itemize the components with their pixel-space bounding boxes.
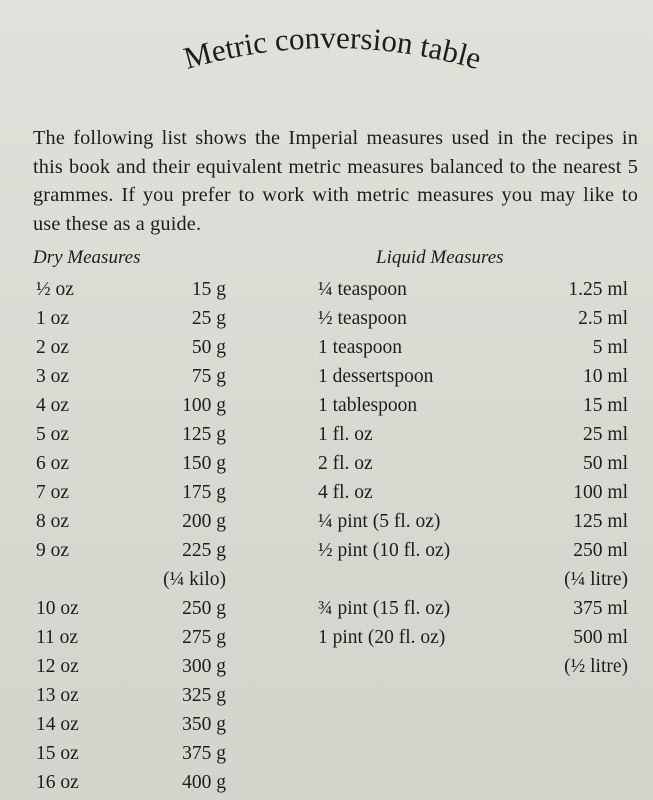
dry-imperial-value: 10 oz — [36, 598, 79, 619]
dry-metric-value: 325 g — [182, 685, 226, 706]
dry-metric-value: 75 g — [191, 366, 226, 387]
liquid-imperial-value: ½ teaspoon — [318, 308, 407, 329]
liquid-imperial-value — [318, 566, 518, 594]
liquid-metric-value: 2.5 ml — [578, 308, 628, 329]
dry-imperial-value: 16 oz — [36, 772, 79, 793]
dry-imperial-value: 5 oz — [36, 424, 70, 445]
dry-imperial-value: 1 oz — [36, 308, 70, 329]
liquid-imperial-value: 4 fl. oz — [318, 482, 373, 503]
dry-metric-value: 100 g — [182, 395, 226, 416]
dry-metric-value: 50 g — [191, 337, 226, 358]
dry-imperial-value: 12 oz — [36, 656, 79, 677]
dry-imperial-value: 11 oz — [36, 627, 79, 648]
liquid-measures-heading: Liquid Measures — [376, 247, 504, 268]
liquid-metric-value: 125 ml — [573, 511, 628, 532]
page-title-text: Metric conversion table — [179, 19, 486, 77]
dry-measures-heading: Dry Measures — [33, 247, 141, 268]
dry-metric-value: 250 g — [182, 598, 226, 619]
page-title — [140, 0, 520, 90]
dry-metric-value: 400 g — [182, 772, 226, 793]
liquid-metric-value: (½ litre) — [564, 656, 628, 677]
dry-metric-value: 225 g — [182, 540, 226, 561]
liquid-metric-value: 15 ml — [583, 395, 628, 416]
dry-metric-value: 375 g — [182, 743, 226, 764]
dry-metric-value: 125 g — [182, 424, 226, 445]
dry-imperial-value: 3 oz — [36, 366, 70, 387]
liquid-metric-value: 10 ml — [583, 366, 628, 387]
liquid-metric-value: 250 ml — [573, 540, 628, 561]
page-title-arc — [140, 0, 520, 90]
dry-metric-value: (¼ kilo) — [163, 569, 226, 590]
liquid-imperial-value: 2 fl. oz — [318, 453, 373, 474]
dry-imperial-value: 8 oz — [36, 511, 70, 532]
dry-metric-value: 150 g — [182, 453, 226, 474]
dry-imperial-value: 13 oz — [36, 685, 79, 706]
dry-metric-value: 275 g — [182, 627, 226, 648]
liquid-imperial-value: ¼ pint (5 fl. oz) — [318, 511, 441, 532]
liquid-metric-value: 5 ml — [592, 337, 628, 358]
dry-imperial-value: 15 oz — [36, 743, 79, 764]
dry-metric-value: 15 g — [191, 279, 226, 300]
dry-metric-value: 350 g — [182, 714, 226, 735]
liquid-metric-value: 1.25 ml — [568, 279, 628, 300]
dry-imperial-value: 7 oz — [36, 482, 70, 503]
liquid-metric-value: 100 ml — [573, 482, 628, 503]
dry-imperial-value: 14 oz — [36, 714, 79, 735]
liquid-metric-value: 25 ml — [583, 424, 628, 445]
intro-paragraph: The following list shows the Imperial measures used in the recipes in this book and their equivalent metric measures balanced to the nearest 5 grammes. If you prefer to work with metric measures you may like to use these as a guide. — [33, 127, 638, 235]
dry-imperial-value: 2 oz — [36, 337, 70, 358]
liquid-metric-value: 500 ml — [573, 627, 628, 648]
liquid-metric-value: 375 ml — [573, 598, 628, 619]
liquid-imperial-value: 1 pint (20 fl. oz) — [318, 627, 446, 648]
dry-metric-value: 175 g — [182, 482, 226, 503]
liquid-imperial-value — [318, 653, 518, 681]
dry-imperial-value: ½ oz — [36, 279, 74, 300]
liquid-imperial-value: ¼ teaspoon — [318, 279, 407, 300]
liquid-imperial-value: 1 tablespoon — [318, 395, 418, 416]
liquid-imperial-value: 1 fl. oz — [318, 424, 373, 445]
dry-imperial-value — [36, 566, 126, 594]
dry-imperial-value: 9 oz — [36, 540, 70, 561]
liquid-metric-value: (¼ litre) — [564, 569, 628, 590]
dry-imperial-value: 4 oz — [36, 395, 70, 416]
liquid-imperial-value: 1 dessertspoon — [318, 366, 434, 387]
liquid-imperial-value: 1 teaspoon — [318, 337, 402, 358]
dry-metric-value: 300 g — [182, 656, 226, 677]
liquid-imperial-value: ¾ pint (15 fl. oz) — [318, 598, 451, 619]
dry-metric-value: 200 g — [182, 511, 226, 532]
dry-metric-value: 25 g — [191, 308, 226, 329]
dry-imperial-value: 6 oz — [36, 453, 70, 474]
liquid-imperial-value: ½ pint (10 fl. oz) — [318, 540, 451, 561]
liquid-metric-value: 50 ml — [583, 453, 628, 474]
